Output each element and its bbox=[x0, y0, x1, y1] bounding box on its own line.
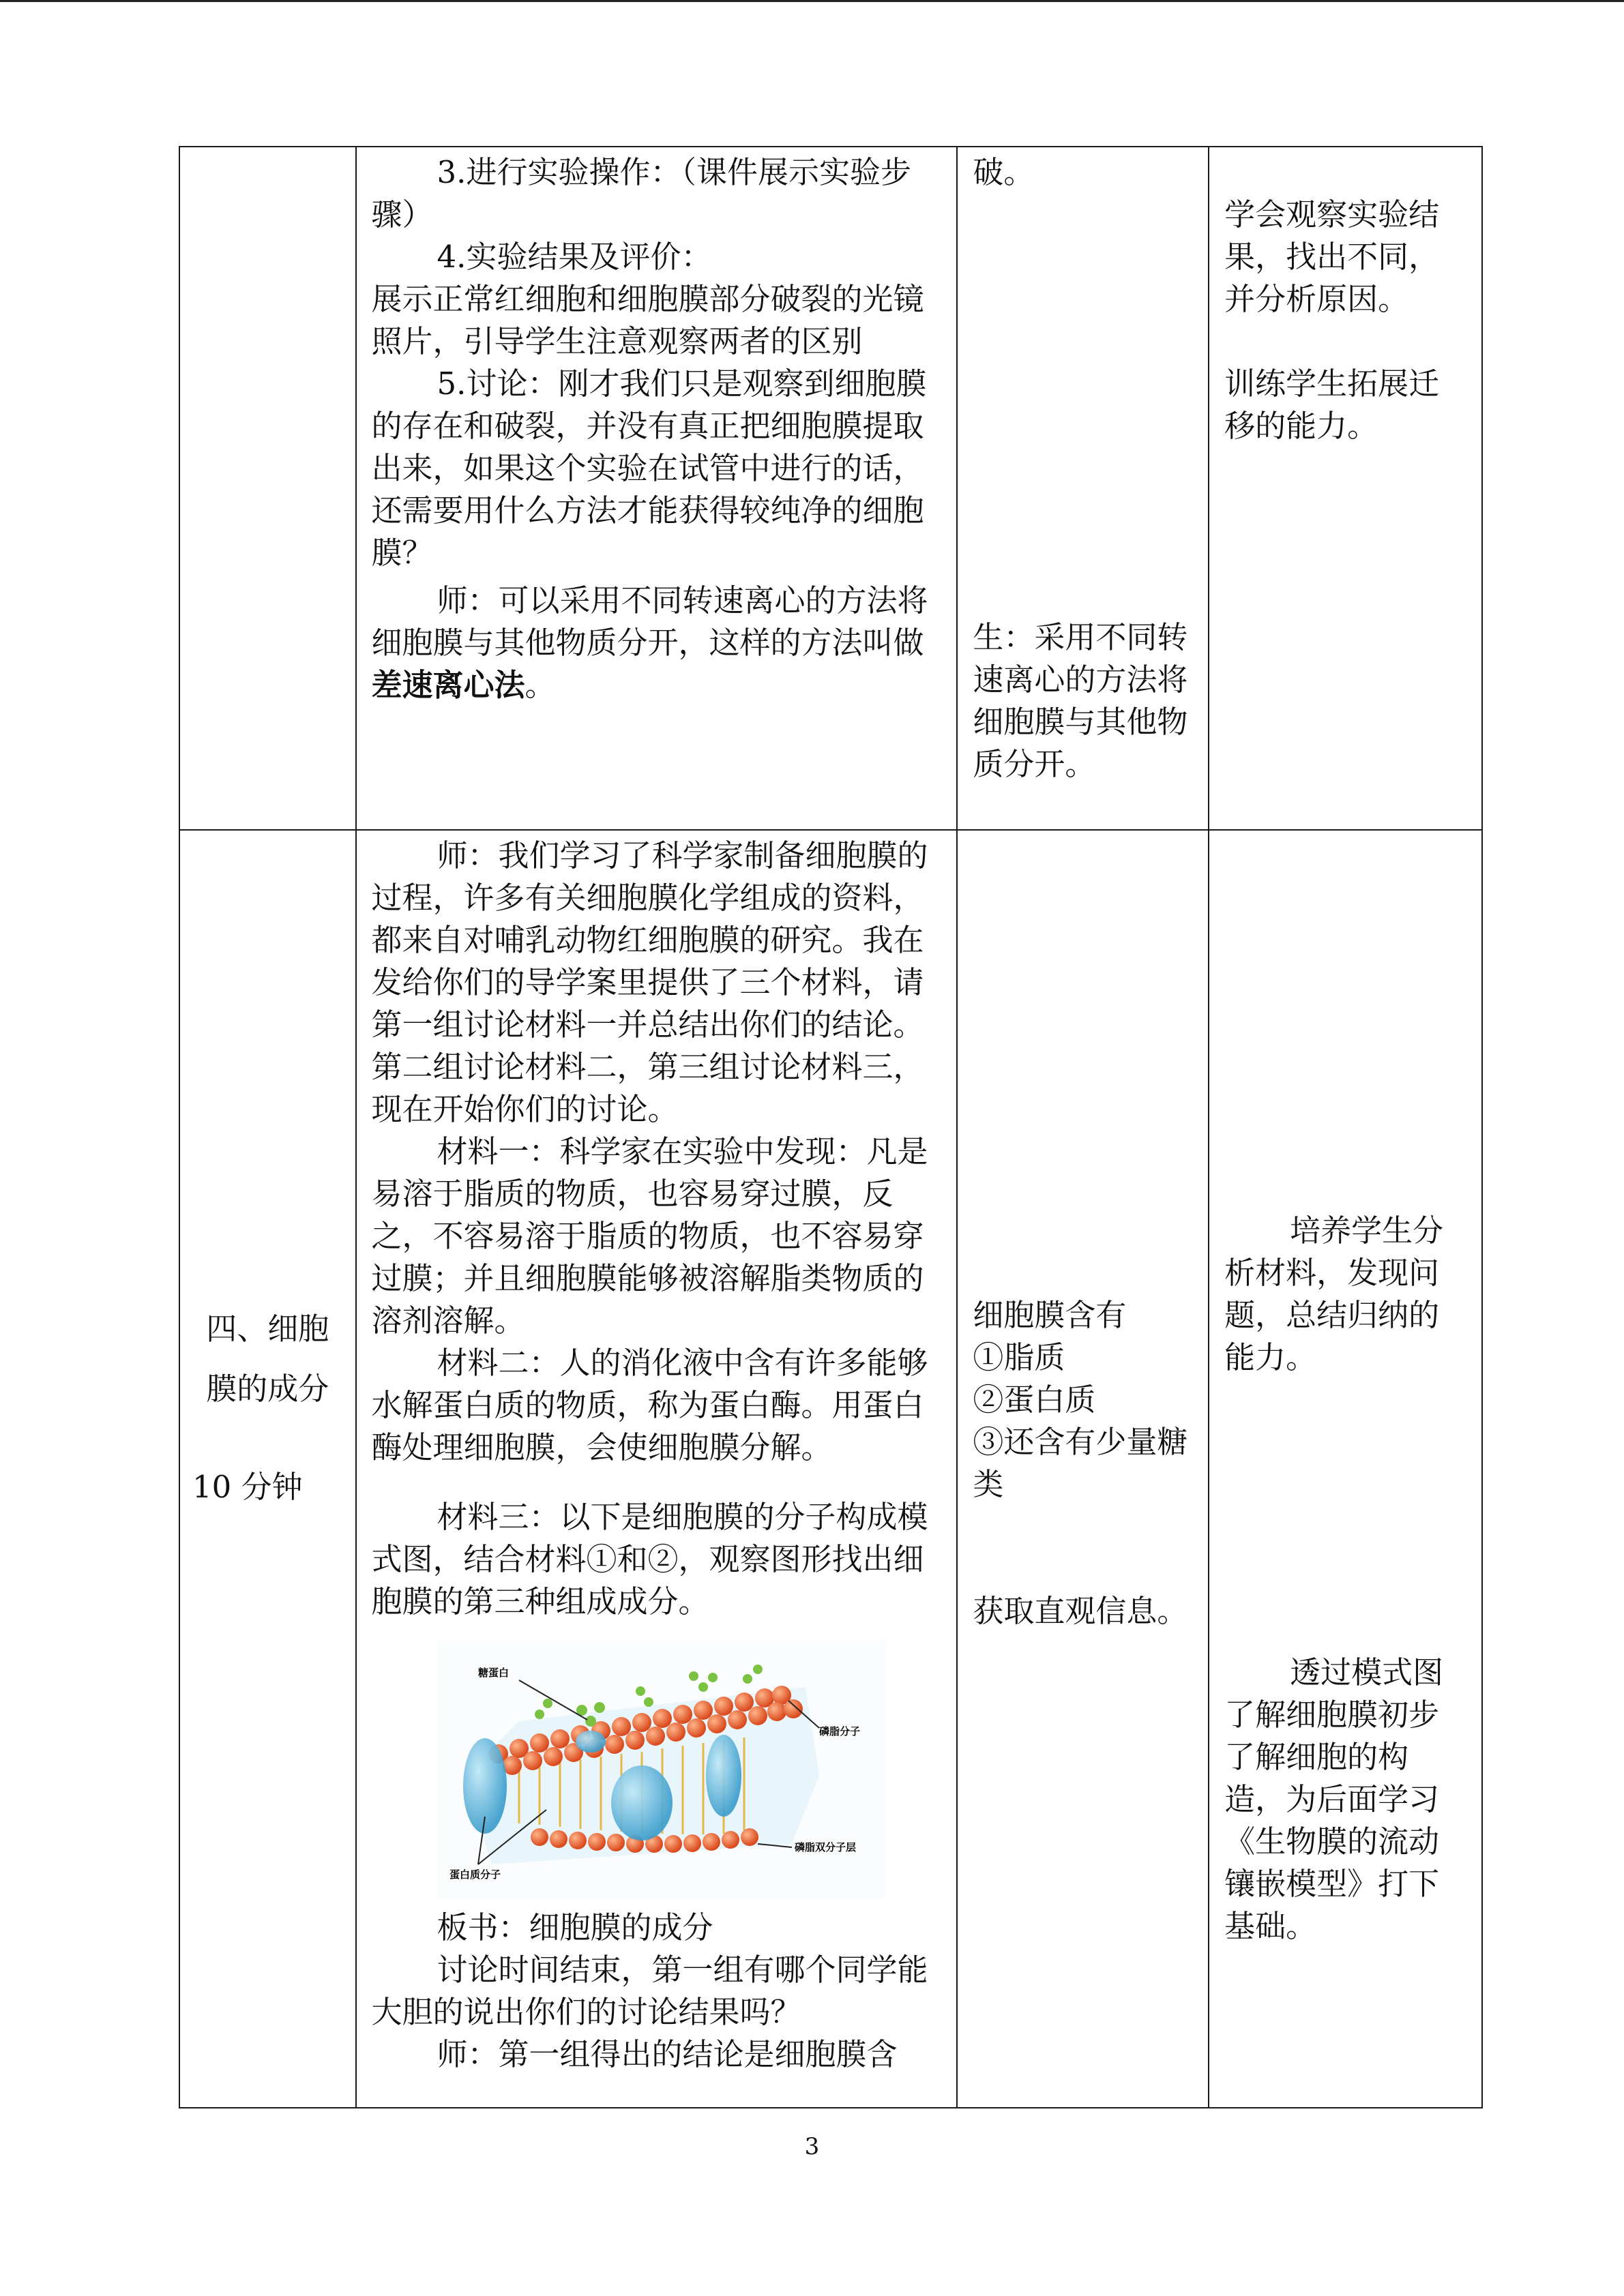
label-phospholipid: 磷脂分子 bbox=[818, 1725, 860, 1738]
teacher-answer bbox=[372, 580, 942, 706]
label-bilayer: 磷脂双分子层 bbox=[794, 1841, 856, 1853]
top-border-line bbox=[0, 0, 1624, 2]
intent-analyze: 培养学生分析材料，发现问题，总结归纳的能力。 bbox=[1224, 1212, 1444, 1375]
step3-text: 3.进行实验操作：（课件展示实验步骤） bbox=[371, 154, 911, 233]
material-3: 材料三：以下是细胞膜的分子构成模式图，结合材料①和②，观察图形找出细胞膜的第三种组成成分。 bbox=[371, 1499, 928, 1620]
row1-intent-cell bbox=[1209, 147, 1482, 830]
row2-process-cell bbox=[356, 830, 958, 2108]
student-intuitive: 获取直观信息。 bbox=[973, 1593, 1188, 1629]
discussion-end: 讨论时间结束，第一组有哪个同学能大胆的说出你们的讨论结果吗？ bbox=[371, 1952, 928, 2030]
intent-goal-1: 学会观察实验结果，找出不同，并分析原因。 bbox=[1224, 196, 1440, 317]
step4-text: 4.实验结果及评价： bbox=[437, 239, 712, 275]
row1-process-cell bbox=[356, 147, 958, 830]
student-item-2: ②蛋白质 bbox=[973, 1382, 1096, 1418]
table-row bbox=[179, 830, 1482, 2108]
lesson-plan-table bbox=[179, 146, 1483, 2108]
stage-duration: 10 分钟 bbox=[192, 1469, 303, 1505]
teacher-answer-text: 师：可以采用不同转速离心的方法将细胞膜与其他物质分开，这样的方法叫做 bbox=[371, 582, 928, 661]
stage-title-line1: 四、细胞 bbox=[206, 1311, 329, 1347]
step4-detail: 展示正常红细胞和细胞膜部分破裂的光镜照片，引导学生注意观察两者的区别 bbox=[371, 281, 924, 359]
student-item-1: ①脂质 bbox=[973, 1339, 1065, 1375]
student-top-text: 破。 bbox=[973, 154, 1035, 190]
teacher-conclusion: 师：第一组得出的结论是细胞膜含 bbox=[437, 2036, 898, 2072]
row1-stage-cell bbox=[179, 147, 356, 830]
row1-student-cell bbox=[957, 147, 1209, 830]
teacher-answer-end: 。 bbox=[525, 667, 556, 703]
table-row bbox=[179, 147, 1482, 830]
label-glycoprotein: 糖蛋白 bbox=[477, 1667, 509, 1679]
row2-student-cell bbox=[957, 830, 1209, 2108]
teacher-intro: 师：我们学习了科学家制备细胞膜的过程，许多有关细胞膜化学组成的资料，都来自对哺乳动物红细胞膜的研究。我在发给你们的导学案里提供了三个材料，请第一组讨论材料一并总结出你们的结论。第二组讨论材料二，第三组讨论材料三，现在开始你们的讨论。 bbox=[371, 837, 928, 1127]
cell-membrane-diagram bbox=[437, 1639, 887, 1898]
page-number: 3 bbox=[804, 2133, 820, 2160]
student-answer: 生：采用不同转速离心的方法将细胞膜与其他物质分开。 bbox=[973, 619, 1188, 782]
row2-intent-cell bbox=[1209, 830, 1482, 2108]
key-term: 差速离心法 bbox=[371, 667, 525, 703]
student-item-3: ③还含有少量糖类 bbox=[973, 1424, 1188, 1502]
student-contains: 细胞膜含有 bbox=[973, 1297, 1127, 1333]
material-2: 材料二：人的消化液中含有许多能够水解蛋白质的物质，称为蛋白酶。用蛋白酶处理细胞膜，会使细胞膜分解。 bbox=[371, 1345, 928, 1465]
label-protein: 蛋白质分子 bbox=[449, 1868, 501, 1881]
material-1: 材料一：科学家在实验中发现：凡是易溶于脂质的物质，也容易穿过膜，反之，不容易溶于脂质的物质，也不容易穿过膜；并且细胞膜能够被溶解脂类物质的溶剂溶解。 bbox=[371, 1133, 928, 1339]
board-note: 板书：细胞膜的成分 bbox=[437, 1909, 713, 1945]
stage-title-line2: 膜的成分 bbox=[206, 1371, 329, 1407]
row2-stage-cell bbox=[179, 830, 356, 2108]
intent-model: 透过模式图了解细胞膜初步了解细胞的构造，为后面学习《生物膜的流动镶嵌模型》打下基础。 bbox=[1224, 1654, 1444, 1944]
step5-text: 5.讨论：刚才我们只是观察到细胞膜的存在和破裂，并没有真正把细胞膜提取出来，如果这个实验在试管中进行的话，还需要用什么方法才能获得较纯净的细胞膜？ bbox=[371, 366, 927, 571]
intent-goal-2: 训练学生拓展迁移的能力。 bbox=[1224, 366, 1440, 444]
